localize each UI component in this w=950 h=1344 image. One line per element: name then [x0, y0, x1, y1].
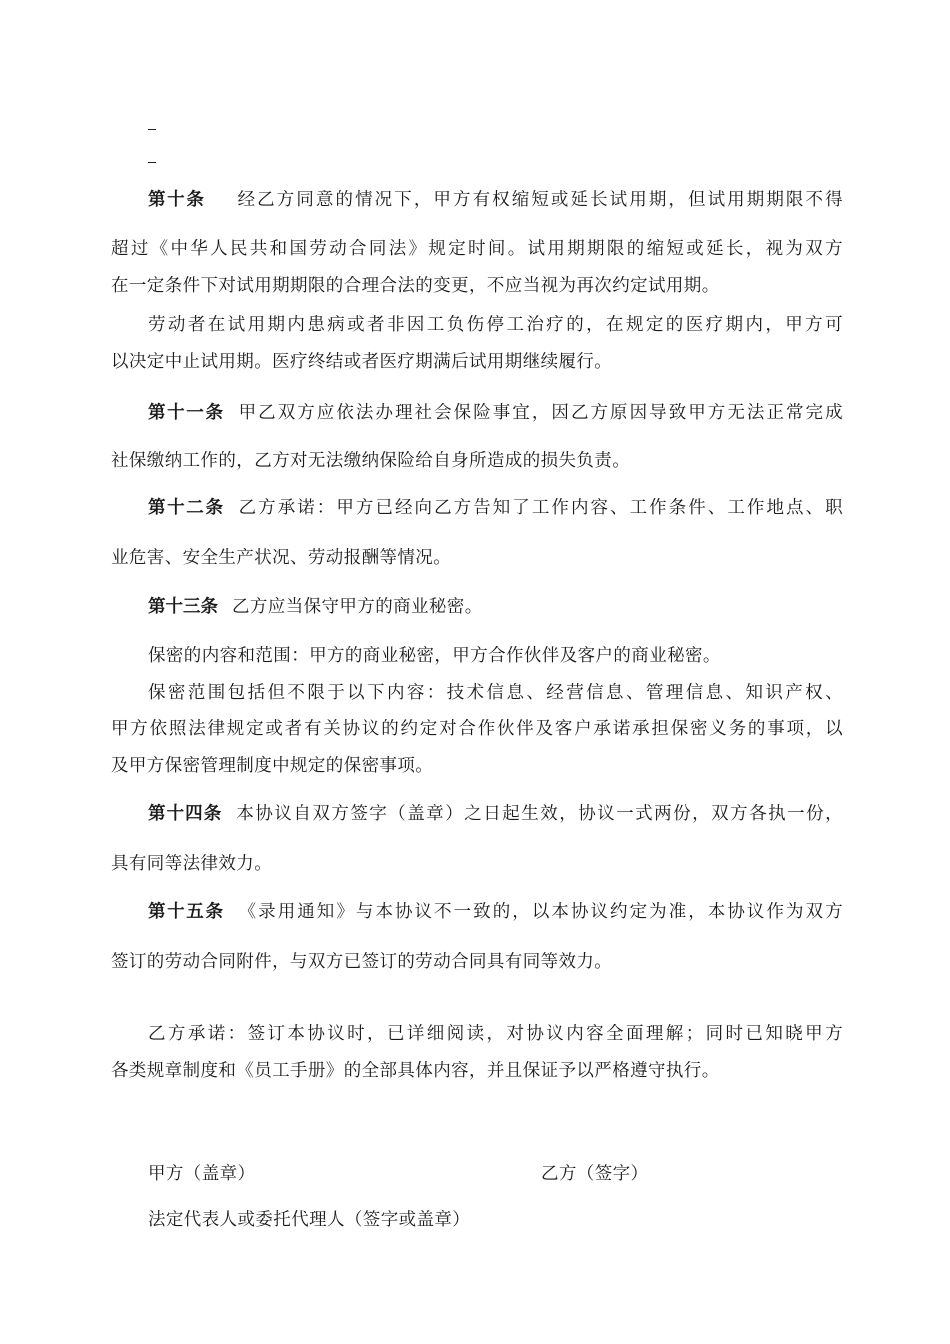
- article-10-line-2: 超过《中华人民共和国劳动合同法》规定时间。试用期期限的缩短或延长，视为双方: [111, 239, 843, 259]
- article-13-p3-line-1: 保密范围包括但不限于以下内容：技术信息、经营信息、管理信息、知识产权、: [148, 683, 843, 703]
- article-13-p3-line-3: 及甲方保密管理制度中规定的保密事项。: [111, 756, 434, 776]
- article-15-title: 第十五条: [148, 902, 225, 922]
- article-11-title: 第十一条: [148, 403, 225, 423]
- article-12-line-2: 业危害、安全生产状况、劳动报酬等情况。: [111, 548, 452, 568]
- legal-representative-label: 法定代表人或委托代理人（签字或盖章）: [148, 1210, 471, 1230]
- article-10-line-3: 在一定条件下对试用期期限的合理合法的变更，不应当视为再次约定试用期。: [111, 276, 720, 296]
- article-14-title: 第十四条: [148, 804, 223, 824]
- article-13-title: 第十三条: [148, 597, 218, 617]
- article-13-p2: 保密的内容和范围：甲方的商业秘密，甲方合作伙伴及客户的商业秘密。: [148, 646, 721, 666]
- article-14-line-2: 具有同等法律效力。: [111, 854, 273, 874]
- article-12-title: 第十二条: [148, 498, 225, 518]
- article-13-p3-line-2: 甲方依照法律规定或者有关协议的约定对合作伙伴及客户承诺承担保密义务的事项，以: [111, 719, 843, 739]
- party-a-seal-label: 甲方（盖章）: [148, 1164, 256, 1184]
- article-12-line-1: 第十二条 乙方承诺：甲方已经向乙方告知了工作内容、工作条件、工作地点、职: [148, 498, 844, 518]
- article-10-line-1: 第十条 经乙方同意的情况下，甲方有权缩短或延长试用期，但试用期期限不得: [148, 190, 843, 210]
- party-b-signature-label: 乙方（签字）: [541, 1164, 649, 1184]
- article-15-line-1: 第十五条 《录用通知》与本协议不一致的，以本协议约定为准，本协议作为双方: [148, 902, 844, 922]
- article-11-line-2: 社保缴纳工作的，乙方对无法缴纳保险给自身所造成的损失负责。: [111, 451, 631, 471]
- article-10-p2-line-2: 以决定中止试用期。医疗终结或者医疗期满后试用期继续履行。: [111, 352, 613, 372]
- blank-mark: [148, 129, 156, 130]
- article-13-line-1: 第十三条 乙方应当保守甲方的商业秘密。: [148, 597, 483, 617]
- pledge-line-1: 乙方承诺：签订本协议时，已详细阅读，对协议内容全面理解；同时已知晓甲方: [148, 1024, 843, 1044]
- pledge-line-2: 各类规章制度和《员工手册》的全部具体内容，并且保证予以严格遵守执行。: [111, 1061, 720, 1081]
- blank-mark: [148, 162, 156, 163]
- article-10-title: 第十条: [148, 190, 206, 210]
- article-10-p2-line-1: 劳动者在试用期内患病或者非因工负伤停工治疗的，在规定的医疗期内，甲方可: [148, 315, 843, 335]
- article-15-line-2: 签订的劳动合同附件，与双方已签订的劳动合同具有同等效力。: [111, 952, 613, 972]
- article-14-line-1: 第十四条 本协议自双方签字（盖章）之日起生效，协议一式两份，双方各执一份，: [148, 804, 843, 824]
- article-11-line-1: 第十一条 甲乙双方应依法办理社会保险事宜，因乙方原因导致甲方无法正常完成: [148, 403, 844, 423]
